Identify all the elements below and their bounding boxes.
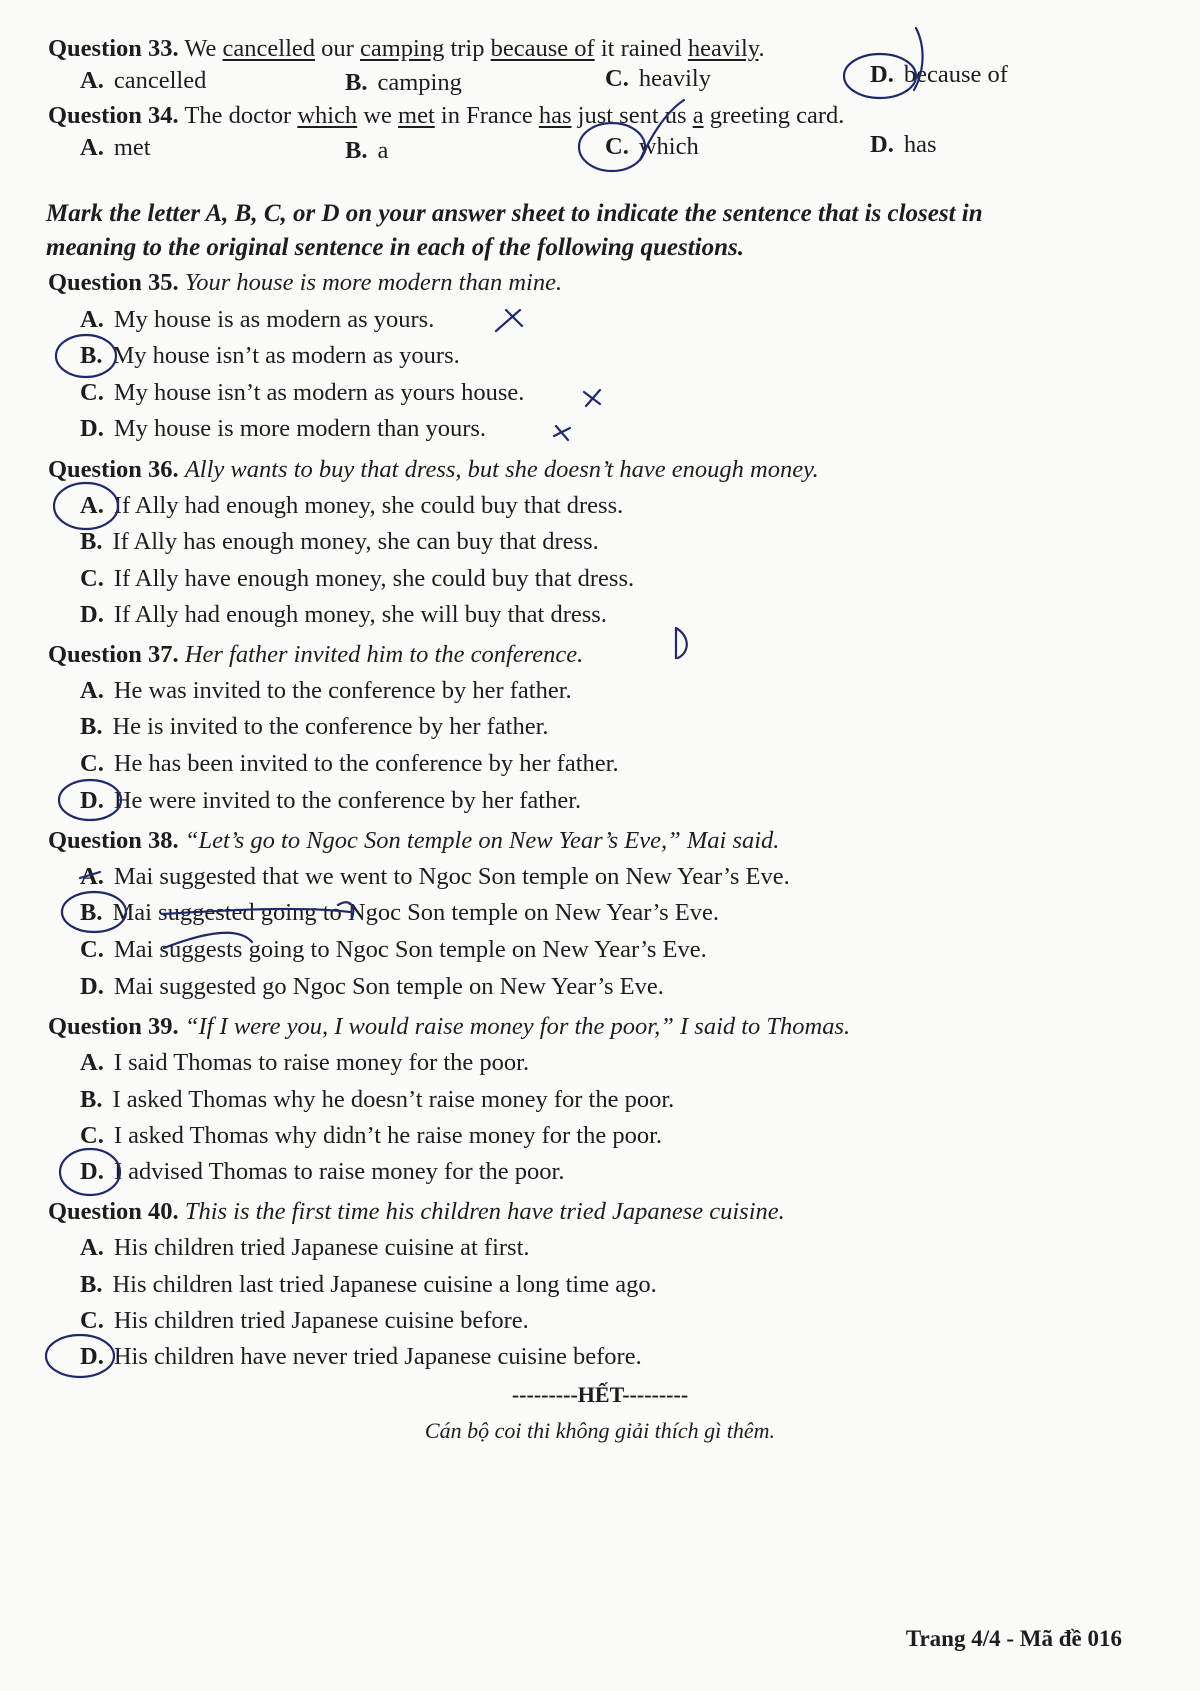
stem-text: Your house is more modern than mine. [184, 269, 563, 296]
option-text: He has been invited to the conference by her father. [113, 750, 619, 777]
option-text: which [638, 133, 699, 160]
end-mark: ---------HẾT--------- [511, 1382, 689, 1407]
question-37-stem [48, 640, 583, 670]
underlined-word: because of [490, 35, 595, 62]
instruction-line-1: Mark the letter A, B, C, or D on your answer sheet to indicate the sentence that is closest in [46, 200, 983, 227]
option-letter: A. [80, 134, 104, 161]
option-letter: D. [80, 973, 104, 1000]
option-text: My house isn’t as modern as yours house. [113, 379, 525, 406]
option-text: Mai suggested go Ngoc Son temple on New Year’s Eve. [113, 973, 664, 1000]
stem-text: we [357, 102, 399, 129]
option-letter: C. [605, 133, 629, 160]
option-letter: A. [80, 677, 104, 704]
option-letter: A. [80, 1049, 104, 1076]
stem-text: greeting card. [703, 102, 845, 129]
underlined-word: which [297, 102, 358, 129]
option-letter: C. [605, 65, 629, 92]
proctor-note: Cán bộ coi thi không giải thích gì thêm. [424, 1418, 776, 1443]
q34-option-a[interactable] [80, 133, 151, 163]
q33-option-c[interactable] [605, 64, 711, 94]
option-text: His children have never tried Japanese cuisine before. [113, 1343, 642, 1370]
option-letter: B. [80, 528, 103, 555]
q35-option-d[interactable] [80, 414, 486, 444]
option-text: met [113, 134, 151, 161]
option-text: His children tried Japanese cuisine before. [113, 1307, 529, 1334]
question-number: Question 38. [48, 827, 179, 854]
option-letter: D. [80, 787, 104, 814]
page-footer: Trang 4/4 - Mã đề 016 [905, 1626, 1122, 1651]
option-letter: A. [80, 67, 104, 94]
q40-option-a[interactable] [80, 1233, 530, 1263]
option-text: His children last tried Japanese cuisine a long time ago. [112, 1271, 657, 1298]
question-34-stem [48, 101, 844, 131]
option-text: My house is more modern than yours. [113, 415, 487, 442]
option-text: because of [903, 61, 1008, 88]
q34-option-d[interactable] [870, 130, 937, 160]
q36-option-b[interactable] [80, 527, 599, 557]
option-text: If Ally had enough money, she will buy that dress. [113, 601, 607, 628]
q35-option-a[interactable] [80, 305, 434, 335]
underlined-word: a [692, 102, 704, 129]
option-letter: B. [80, 1086, 103, 1113]
q37-option-d[interactable] [80, 786, 581, 816]
underlined-word: cancelled [222, 35, 316, 62]
q40-option-b[interactable] [80, 1270, 657, 1300]
option-letter: A. [80, 306, 104, 333]
option-letter: B. [80, 342, 103, 369]
question-number: Question 39. [48, 1013, 179, 1040]
stem-text: “Let’s go to Ngoc Son temple on New Year’s Eve,” Mai said. [184, 827, 780, 854]
option-letter: D. [870, 131, 894, 158]
option-letter: C. [80, 565, 104, 592]
option-letter: C. [80, 936, 104, 963]
option-text: Mai suggests going to Ngoc Son temple on New Year’s Eve. [113, 936, 707, 963]
stem-text: We [184, 35, 223, 62]
q34-option-c[interactable] [605, 132, 699, 162]
underlined-word: heavily [687, 35, 759, 62]
option-text: My house isn’t as modern as yours. [112, 342, 460, 369]
stem-text: just sent us [571, 102, 693, 129]
q40-option-d[interactable] [80, 1342, 642, 1372]
q33-option-d[interactable] [870, 60, 1008, 90]
question-38-stem [48, 826, 779, 856]
stem-text: This is the first time his children have tried Japanese cuisine. [184, 1198, 785, 1225]
stem-text: Her father invited him to the conference. [184, 641, 584, 668]
cross-mark-icon [496, 310, 522, 331]
option-text: He were invited to the conference by her father. [113, 787, 582, 814]
question-36-stem [48, 455, 819, 485]
option-letter: D. [80, 1158, 104, 1185]
question-40-stem [48, 1197, 785, 1227]
option-letter: D. [80, 601, 104, 628]
underlined-word: has [538, 102, 572, 129]
option-text: camping [377, 69, 462, 96]
option-text: I advised Thomas to raise money for the poor. [113, 1158, 565, 1185]
q38-option-d[interactable] [80, 972, 664, 1002]
q39-option-c[interactable] [80, 1121, 662, 1151]
option-text: He is invited to the conference by her father. [112, 713, 549, 740]
q36-option-a[interactable] [80, 491, 623, 521]
underlined-word: met [398, 102, 435, 129]
option-letter: B. [345, 137, 368, 164]
option-text: has [903, 131, 937, 158]
question-33-stem [48, 34, 765, 64]
option-text: I said Thomas to raise money for the poor. [113, 1049, 530, 1076]
q38-option-c[interactable] [80, 935, 707, 965]
question-number: Question 35. [48, 269, 179, 296]
option-letter: C. [80, 1307, 104, 1334]
stem-text: I said to Thomas. [673, 1013, 851, 1040]
stem-text: “If I were you, I would raise money for the poor,” [184, 1013, 674, 1040]
option-letter: B. [345, 69, 368, 96]
option-text: Mai suggested going to Ngoc Son temple on New Year’s Eve. [112, 899, 719, 926]
q37-option-c[interactable] [80, 749, 619, 779]
cross-mark-icon [584, 390, 600, 406]
option-text: If Ally had enough money, she could buy that dress. [113, 492, 624, 519]
question-39-stem [48, 1012, 850, 1042]
underlined-word: camping [359, 35, 445, 62]
option-text: His children tried Japanese cuisine at first. [113, 1234, 530, 1261]
option-text: cancelled [113, 67, 207, 94]
option-letter: D. [870, 61, 894, 88]
question-number: Question 36. [48, 456, 179, 483]
option-letter: C. [80, 750, 104, 777]
option-letter: A. [80, 863, 104, 890]
option-letter: C. [80, 1122, 104, 1149]
option-text: Mai suggested that we went to Ngoc Son temple on New Year’s Eve. [113, 863, 790, 890]
stem-text: Ally wants to buy that dress, but she doesn’t have enough money. [184, 456, 819, 483]
question-number: Question 34. [48, 102, 179, 129]
option-letter: B. [80, 713, 103, 740]
question-number: Question 37. [48, 641, 179, 668]
option-text: a [377, 137, 389, 164]
stem-text: in France [434, 102, 539, 129]
pen-stroke [676, 628, 687, 658]
option-text: My house is as modern as yours. [113, 306, 435, 333]
q37-option-b[interactable] [80, 712, 549, 742]
question-number: Question 40. [48, 1198, 179, 1225]
option-letter: D. [80, 1343, 104, 1370]
option-letter: A. [80, 492, 104, 519]
q33-option-b[interactable] [345, 68, 462, 98]
option-letter: B. [80, 1271, 103, 1298]
option-text: heavily [638, 65, 711, 92]
cross-mark-icon [554, 426, 570, 440]
option-text: He was invited to the conference by her father. [113, 677, 572, 704]
stem-text: trip [444, 35, 491, 62]
option-text: I asked Thomas why didn’t he raise money for the poor. [113, 1122, 663, 1149]
stem-text: . [758, 35, 765, 62]
q40-option-c[interactable] [80, 1306, 529, 1336]
question-35-stem [48, 268, 562, 298]
q37-option-a[interactable] [80, 676, 572, 706]
q38-option-a[interactable] [80, 862, 790, 892]
option-letter: C. [80, 379, 104, 406]
option-text: If Ally have enough money, she could buy that dress. [113, 565, 635, 592]
q33-option-a[interactable] [80, 66, 206, 96]
option-letter: B. [80, 899, 103, 926]
question-number: Question 33. [48, 35, 179, 62]
option-letter: D. [80, 415, 104, 442]
instruction-line-2: meaning to the original sentence in each of the following questions. [46, 234, 744, 261]
option-letter: A. [80, 1234, 104, 1261]
q39-option-b[interactable] [80, 1085, 674, 1115]
q36-option-d[interactable] [80, 600, 607, 630]
option-text: I asked Thomas why he doesn’t raise money for the poor. [112, 1086, 675, 1113]
q39-option-d[interactable] [80, 1157, 564, 1187]
stem-text: our [315, 35, 360, 62]
q35-option-b[interactable] [80, 341, 460, 371]
q35-option-c[interactable] [80, 378, 524, 408]
q36-option-c[interactable] [80, 564, 634, 594]
option-text: If Ally has enough money, she can buy that dress. [112, 528, 599, 555]
q34-option-b[interactable] [345, 136, 388, 166]
q39-option-a[interactable] [80, 1048, 529, 1078]
stem-text: it rained [594, 35, 688, 62]
q38-option-b[interactable] [80, 898, 719, 928]
stem-text: The doctor [184, 102, 298, 129]
